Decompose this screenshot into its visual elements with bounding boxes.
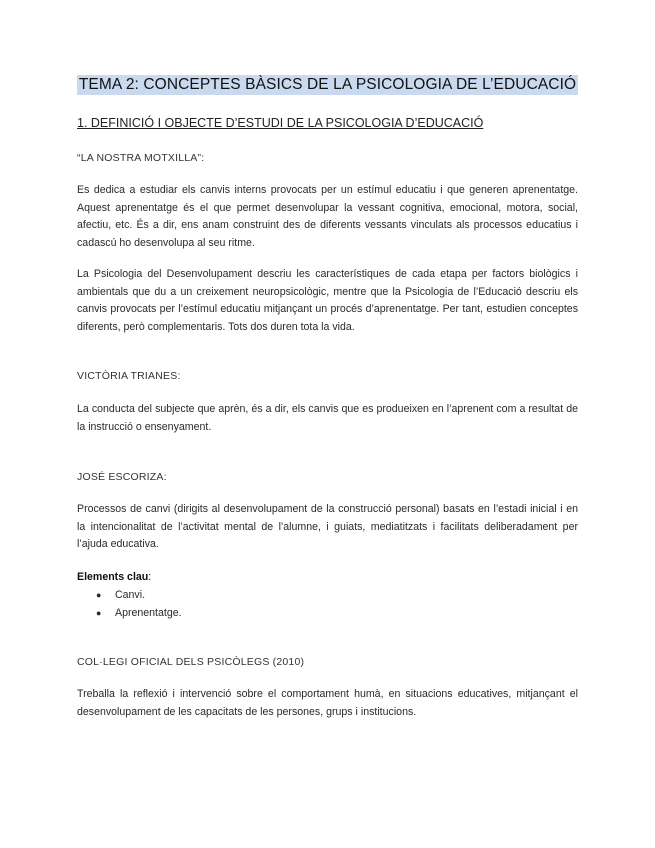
trianes-label: VICTÒRIA TRIANES: [77, 370, 181, 382]
list-item [77, 604, 182, 622]
elements-label-text: Elements clau [77, 571, 149, 583]
bullet-icon: ● [96, 608, 102, 618]
bullet-icon: ● [96, 590, 102, 600]
collegi-label: COL·LEGI OFICIAL DELS PSICÒLEGS (2010) [77, 656, 305, 668]
document-title: TEMA 2: CONCEPTES BÀSICS DE LA PSICOLOGIA DE L’EDUCACIÓ [78, 76, 577, 93]
elements-list [77, 586, 182, 622]
elements-label [77, 571, 151, 583]
trianes-paragraph: La conducta del subjecte que aprèn, és a dir, els canvis que es produeixen en l’aprenent com a resultat de la instrucció o ensenyament. [77, 403, 578, 433]
elements-label-colon: : [148, 571, 152, 583]
list-item-text: Aprenentatge. [115, 607, 182, 619]
escoriza-label: JOSÉ ESCORIZA: [77, 471, 167, 483]
motxilla-label: “LA NOSTRA MOTXILLA”: [77, 152, 205, 164]
motxilla-paragraph-1: Es dedica a estudiar els canvis interns provocats per un estímul educatiu i que generen aprenentatge. Aquest aprenentatge és el que permet desenvolupar la vessant cognitiva, emocional, motora, social, afectiu, etc. És a dir, ens anam construint des de diferents vessants vinculats als processos educatius i cadascú ho desenvolupa al seu ritme. [77, 184, 578, 249]
collegi-paragraph: Treballa la reflexió i intervenció sobre el comportament humà, en situacions educatives, mitjançant el desenvolupament de les capacitats de les persones, grups i institucions. [77, 688, 578, 718]
list-item-text: Canvi. [115, 589, 146, 601]
title-row [0, 75, 655, 95]
section-heading: 1. DEFINICIÓ I OBJECTE D’ESTUDI DE LA PSICOLOGIA D’EDUCACIÓ [77, 116, 484, 130]
escoriza-paragraph: Processos de canvi (dirigits al desenvolupament de la construcció personal) basats en l’estadi inicial i en la intencionalitat de l’activitat mental de l’alumne, i guiats, mediatitzats i facilitats deliberadament per l’ajuda educativa. [77, 503, 578, 550]
motxilla-paragraph-2: La Psicologia del Desenvolupament descriu les característiques de cada etapa per factors biològics i ambientals que du a un creixement neuropsicològic, mentre que la Psicologia de l’Educació descriu els canvis provocats per l’estímul educatiu mitjançant un procés d’aprenentatge. Per tant, estudien conceptes diferents, però complementaris. Tots dos duren tota la vida. [77, 268, 578, 333]
list-item [77, 586, 182, 604]
